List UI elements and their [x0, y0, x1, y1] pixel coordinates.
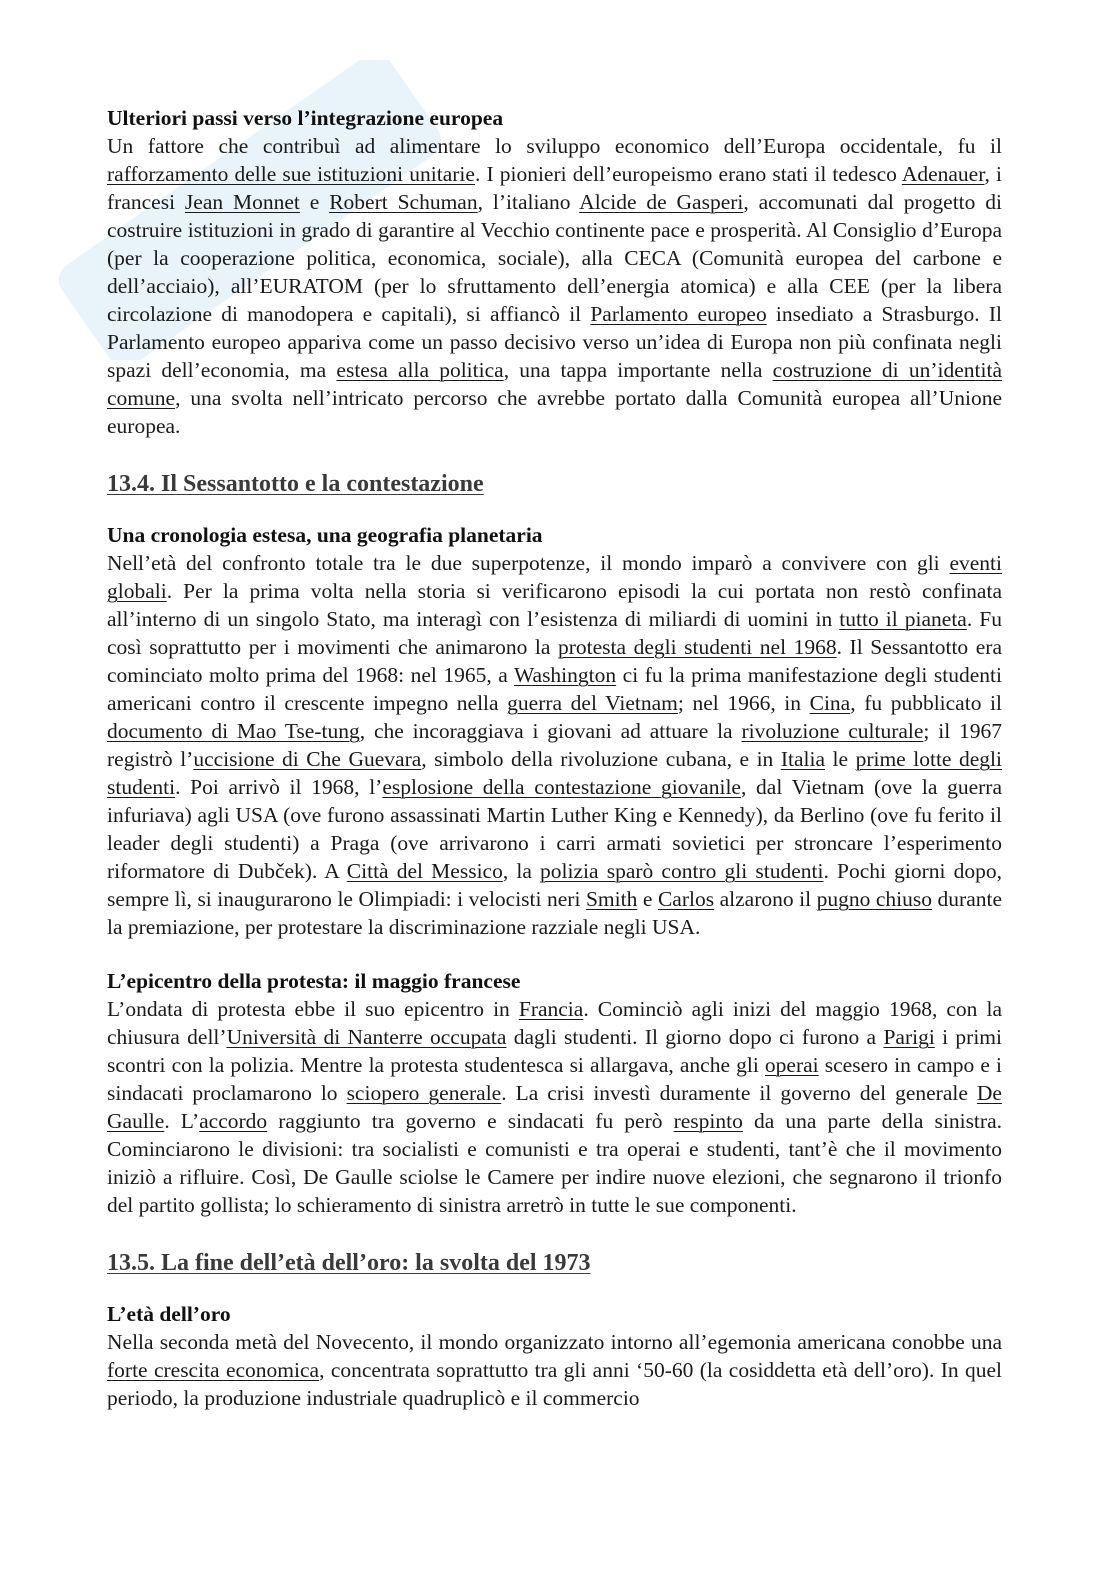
text-run: , una svolta nell’intricato percorso che avrebbe portato dalla Comunità europea all’Unione europea.: [107, 386, 1002, 438]
text-run: . La crisi investì duramente il governo del generale: [501, 1081, 977, 1105]
text-run: . Fu così soprattutto per i movimenti che animarono la: [107, 607, 1002, 659]
text-run: insediato a Strasburgo. Il Parlamento europeo appariva come un passo decisivo verso un’idea di Europa non più confinata negli spazi dell’economia, ma: [107, 302, 1002, 382]
underlined-term: rafforzamento delle sue istituzioni unitarie: [107, 162, 475, 186]
underlined-term: eventi globali: [107, 551, 1002, 603]
text-run: . Per la prima volta nella storia si verificarono episodi la cui portata non restò confinata all’interno di un singolo Stato, ma interagì con l’esistenza di miliardi di uomini in: [107, 579, 1002, 631]
text-run: Un fattore che contribuì ad alimentare lo sviluppo economico dell’Europa occidentale, fu il: [107, 134, 1002, 158]
text-run: , concentrata soprattutto tra gli anni ‘50-60 (la cosiddetta età dell’oro). In quel periodo, la produzione industriale quadruplicò e il commercio: [107, 1358, 1002, 1410]
text-run: . I pionieri dell’europeismo erano stati il tedesco: [474, 162, 902, 186]
underlined-term: rivoluzione culturale: [741, 719, 924, 743]
underlined-term: Adenauer: [901, 162, 985, 186]
underlined-term: prime lotte degli studenti: [107, 747, 1002, 799]
subheading-integrazione-europea: Ulteriori passi verso l’integrazione europea: [107, 106, 504, 130]
section-heading-13-4: 13.4. Il Sessantotto e la contestazione: [107, 471, 484, 497]
underlined-term: documento di Mao Tse-tung: [107, 719, 360, 743]
underlined-term: respinto: [673, 1109, 743, 1133]
underlined-term: uccisione di Che Guevara: [193, 747, 422, 771]
subheading-maggio-francese: L’epicentro della protesta: il maggio francese: [107, 969, 521, 993]
text-run: Nell’età del confronto totale tra le due superpotenze, il mondo imparò a convivere con gli: [107, 551, 950, 575]
text-run: , che incoraggiava i giovani ad attuare la: [359, 719, 742, 743]
underlined-term: guerra del Vietnam: [507, 691, 678, 715]
text-run: . Pochi giorni dopo, sempre lì, si inaugurarono le Olimpiadi: i velocisti neri: [107, 859, 1002, 911]
underlined-term: Italia: [780, 747, 825, 771]
underlined-term: Parigi: [883, 1025, 935, 1049]
underlined-term: polizia sparò contro gli studenti: [540, 859, 824, 883]
underlined-term: accordo: [199, 1109, 268, 1133]
subheading-cronologia: Una cronologia estesa, una geografia planetaria: [107, 523, 543, 547]
underlined-term: tutto il pianeta: [839, 607, 967, 631]
document-body: [107, 104, 1002, 1412]
text-run: raggiunto tra governo e sindacati fu però: [267, 1109, 674, 1133]
text-run: , una tappa importante nella: [503, 358, 773, 382]
text-run: , accomunati dal progetto di costruire istituzioni in grado di garantire al Vecchio continente pace e prosperità. Al Consiglio d’Europa (per la cooperazione politica, economica, sociale), alla CECA (Comunità europea del carbone e dell’acciaio), all’EURATOM (per lo sfruttamento dell’energia atomica) e alla CEE (per la libera circolazione di manodopera e capitali), si affiancò il: [107, 190, 1002, 326]
text-run: , dal Vietnam (ove la guerra infuriava) agli USA (ove furono assassinati Martin Luther King e Kennedy), da Berlino (ove fu ferito il leader degli studenti) a Praga (ove arrivarono i carri armati sovietici per stroncare l’esperimento riformatore di Dubček). A: [107, 775, 1002, 883]
text-run: , i francesi: [107, 162, 1002, 214]
text-run: e: [637, 887, 658, 911]
text-run: Nella seconda metà del Novecento, il mondo organizzato intorno all’egemonia americana conobbe una: [107, 1330, 1002, 1354]
text-run: , simbolo della rivoluzione cubana, e in: [421, 747, 781, 771]
underlined-term: De Gaulle: [107, 1081, 1002, 1133]
text-run: L’ondata di protesta ebbe il suo epicentro in: [107, 997, 519, 1021]
text-run: . Poi arrivò il 1968, l’: [175, 775, 383, 799]
subheading-eta-oro: L’età dell’oro: [107, 1302, 231, 1326]
underlined-term: sciopero generale: [346, 1081, 502, 1105]
paragraph-eta-oro: [107, 1328, 1002, 1412]
text-run: scesero in campo e i sindacati proclamarono lo: [107, 1053, 1002, 1105]
paragraph-cronologia: [107, 549, 1002, 941]
text-run: dagli studenti. Il giorno dopo ci furono a: [506, 1025, 884, 1049]
text-run: , l’italiano: [477, 190, 580, 214]
underlined-term: Università di Nanterre occupata: [226, 1025, 507, 1049]
underlined-term: Città del Messico: [346, 859, 503, 883]
underlined-term: estesa alla politica: [336, 358, 504, 382]
text-run: durante la premiazione, per protestare la discriminazione razziale negli USA.: [107, 887, 1003, 939]
underlined-term: Alcide de Gasperi: [579, 190, 744, 214]
underlined-term: forte crescita economica: [107, 1358, 320, 1382]
underlined-term: operai: [764, 1053, 819, 1077]
text-run: . Il Sessantotto era cominciato molto prima del 1968: nel 1965, a: [107, 635, 1002, 687]
underlined-term: protesta degli studenti nel 1968: [557, 635, 837, 659]
text-run: ; nel 1966, in: [677, 691, 810, 715]
underlined-term: pugno chiuso: [816, 887, 933, 911]
underlined-term: Francia: [518, 997, 584, 1021]
text-run: i primi scontri con la polizia. Mentre la protesta studentesca si allargava, anche gli: [107, 1025, 1002, 1077]
underlined-term: costruzione di un’identità comune: [107, 358, 1003, 410]
text-run: ci fu la prima manifestazione degli studenti americani contro il crescente impegno nella: [107, 663, 1002, 715]
underlined-term: Carlos: [657, 887, 715, 911]
underlined-term: Washington: [513, 663, 617, 687]
underlined-term: esplosione della contestazione giovanile: [382, 775, 741, 799]
text-run: da una parte della sinistra. Cominciarono le divisioni: tra socialisti e comunisti e tra operai e studenti, tant’è che il movimento iniziò a rifluire. Così, De Gaulle sciolse le Camere per indire nuove elezioni, che segnarono il trionfo del partito gollista; lo schieramento di sinistra arretrò in tutte le sue componenti.: [107, 1109, 1002, 1217]
text-run: , la: [502, 859, 541, 883]
paragraph-maggio-francese: [107, 995, 1002, 1219]
text-run: , fu pubblicato il: [850, 691, 1002, 715]
text-run: . L’: [164, 1109, 200, 1133]
text-run: ; il 1967 registrò l’: [107, 719, 1003, 771]
underlined-term: Cina: [809, 691, 851, 715]
text-run: le: [825, 747, 856, 771]
underlined-term: Parlamento europeo: [590, 302, 767, 326]
text-run: . Cominciò agli inizi del maggio 1968, con la chiusura dell’: [107, 997, 1002, 1049]
underlined-term: Jean Monnet: [184, 190, 300, 214]
text-run: e: [299, 190, 330, 214]
text-run: alzarono il: [714, 887, 817, 911]
paragraph-integrazione-europea: [107, 132, 1002, 440]
underlined-term: Robert Schuman: [329, 190, 478, 214]
section-heading-13-5: 13.5. La fine dell’età dell’oro: la svolta del 1973: [107, 1250, 591, 1276]
underlined-term: Smith: [585, 887, 638, 911]
